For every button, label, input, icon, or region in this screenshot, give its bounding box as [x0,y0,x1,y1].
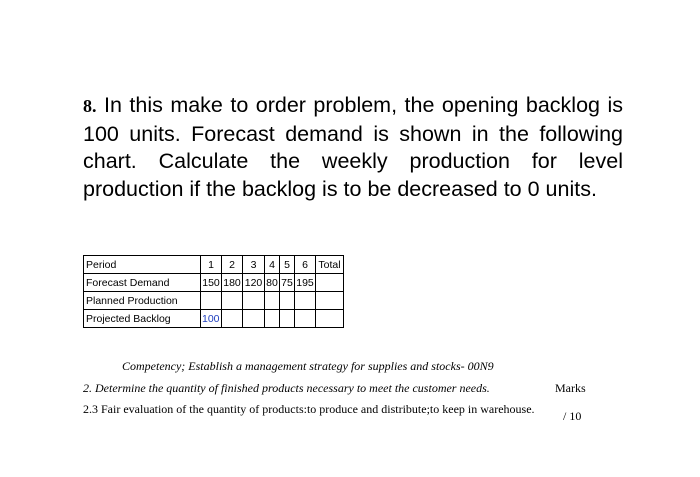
backlog-cell [222,310,243,328]
planned-cell [265,292,280,310]
forecast-cell: 75 [280,274,295,292]
period-2: 2 [222,256,243,274]
fair-evaluation-text: 2.3 Fair evaluation of the quantity of products:to produce and distribute;to keep in warehouse. [83,402,535,416]
period-1: 1 [201,256,222,274]
score-label: / 10 [563,409,582,423]
planned-cell [280,292,295,310]
total-header: Total [316,256,344,274]
period-3: 3 [243,256,265,274]
forecast-cell: 150 [201,274,222,292]
period-5: 5 [280,256,295,274]
backlog-total-cell [316,310,344,328]
period-4: 4 [265,256,280,274]
forecast-demand-label: Forecast Demand [84,274,201,292]
backlog-cell [280,310,295,328]
planned-cell [222,292,243,310]
determine-text: 2. Determine the quantity of finished products necessary to meet the customer needs. [83,381,490,395]
planned-production-label: Planned Production [84,292,201,310]
table-row [84,274,344,292]
forecast-cell: 195 [295,274,316,292]
planned-cell [243,292,265,310]
backlog-cell [295,310,316,328]
projected-backlog-label: Projected Backlog [84,310,201,328]
period-6: 6 [295,256,316,274]
production-table [83,255,344,328]
planned-total-cell [316,292,344,310]
opening-backlog-cell: 100 [201,310,222,328]
forecast-cell: 180 [222,274,243,292]
forecast-cell: 120 [243,274,265,292]
planned-cell [295,292,316,310]
table-row [84,310,344,328]
question-text [83,92,623,203]
period-label: Period [84,256,201,274]
marks-label: Marks [555,381,586,395]
competency-text: Competency; Establish a management strategy for supplies and stocks- 00N9 [122,359,494,373]
question-body: In this make to order problem, the opening backlog is 100 units. Forecast demand is shown in the following chart. Calculate the weekly production for level production if the backlog is to be decreased to 0 units. [83,93,623,201]
forecast-total-cell [316,274,344,292]
planned-cell [201,292,222,310]
table-header-row [84,256,344,274]
question-number: 8. [83,96,97,116]
table-row [84,292,344,310]
forecast-cell: 80 [265,274,280,292]
backlog-cell [265,310,280,328]
backlog-cell [243,310,265,328]
